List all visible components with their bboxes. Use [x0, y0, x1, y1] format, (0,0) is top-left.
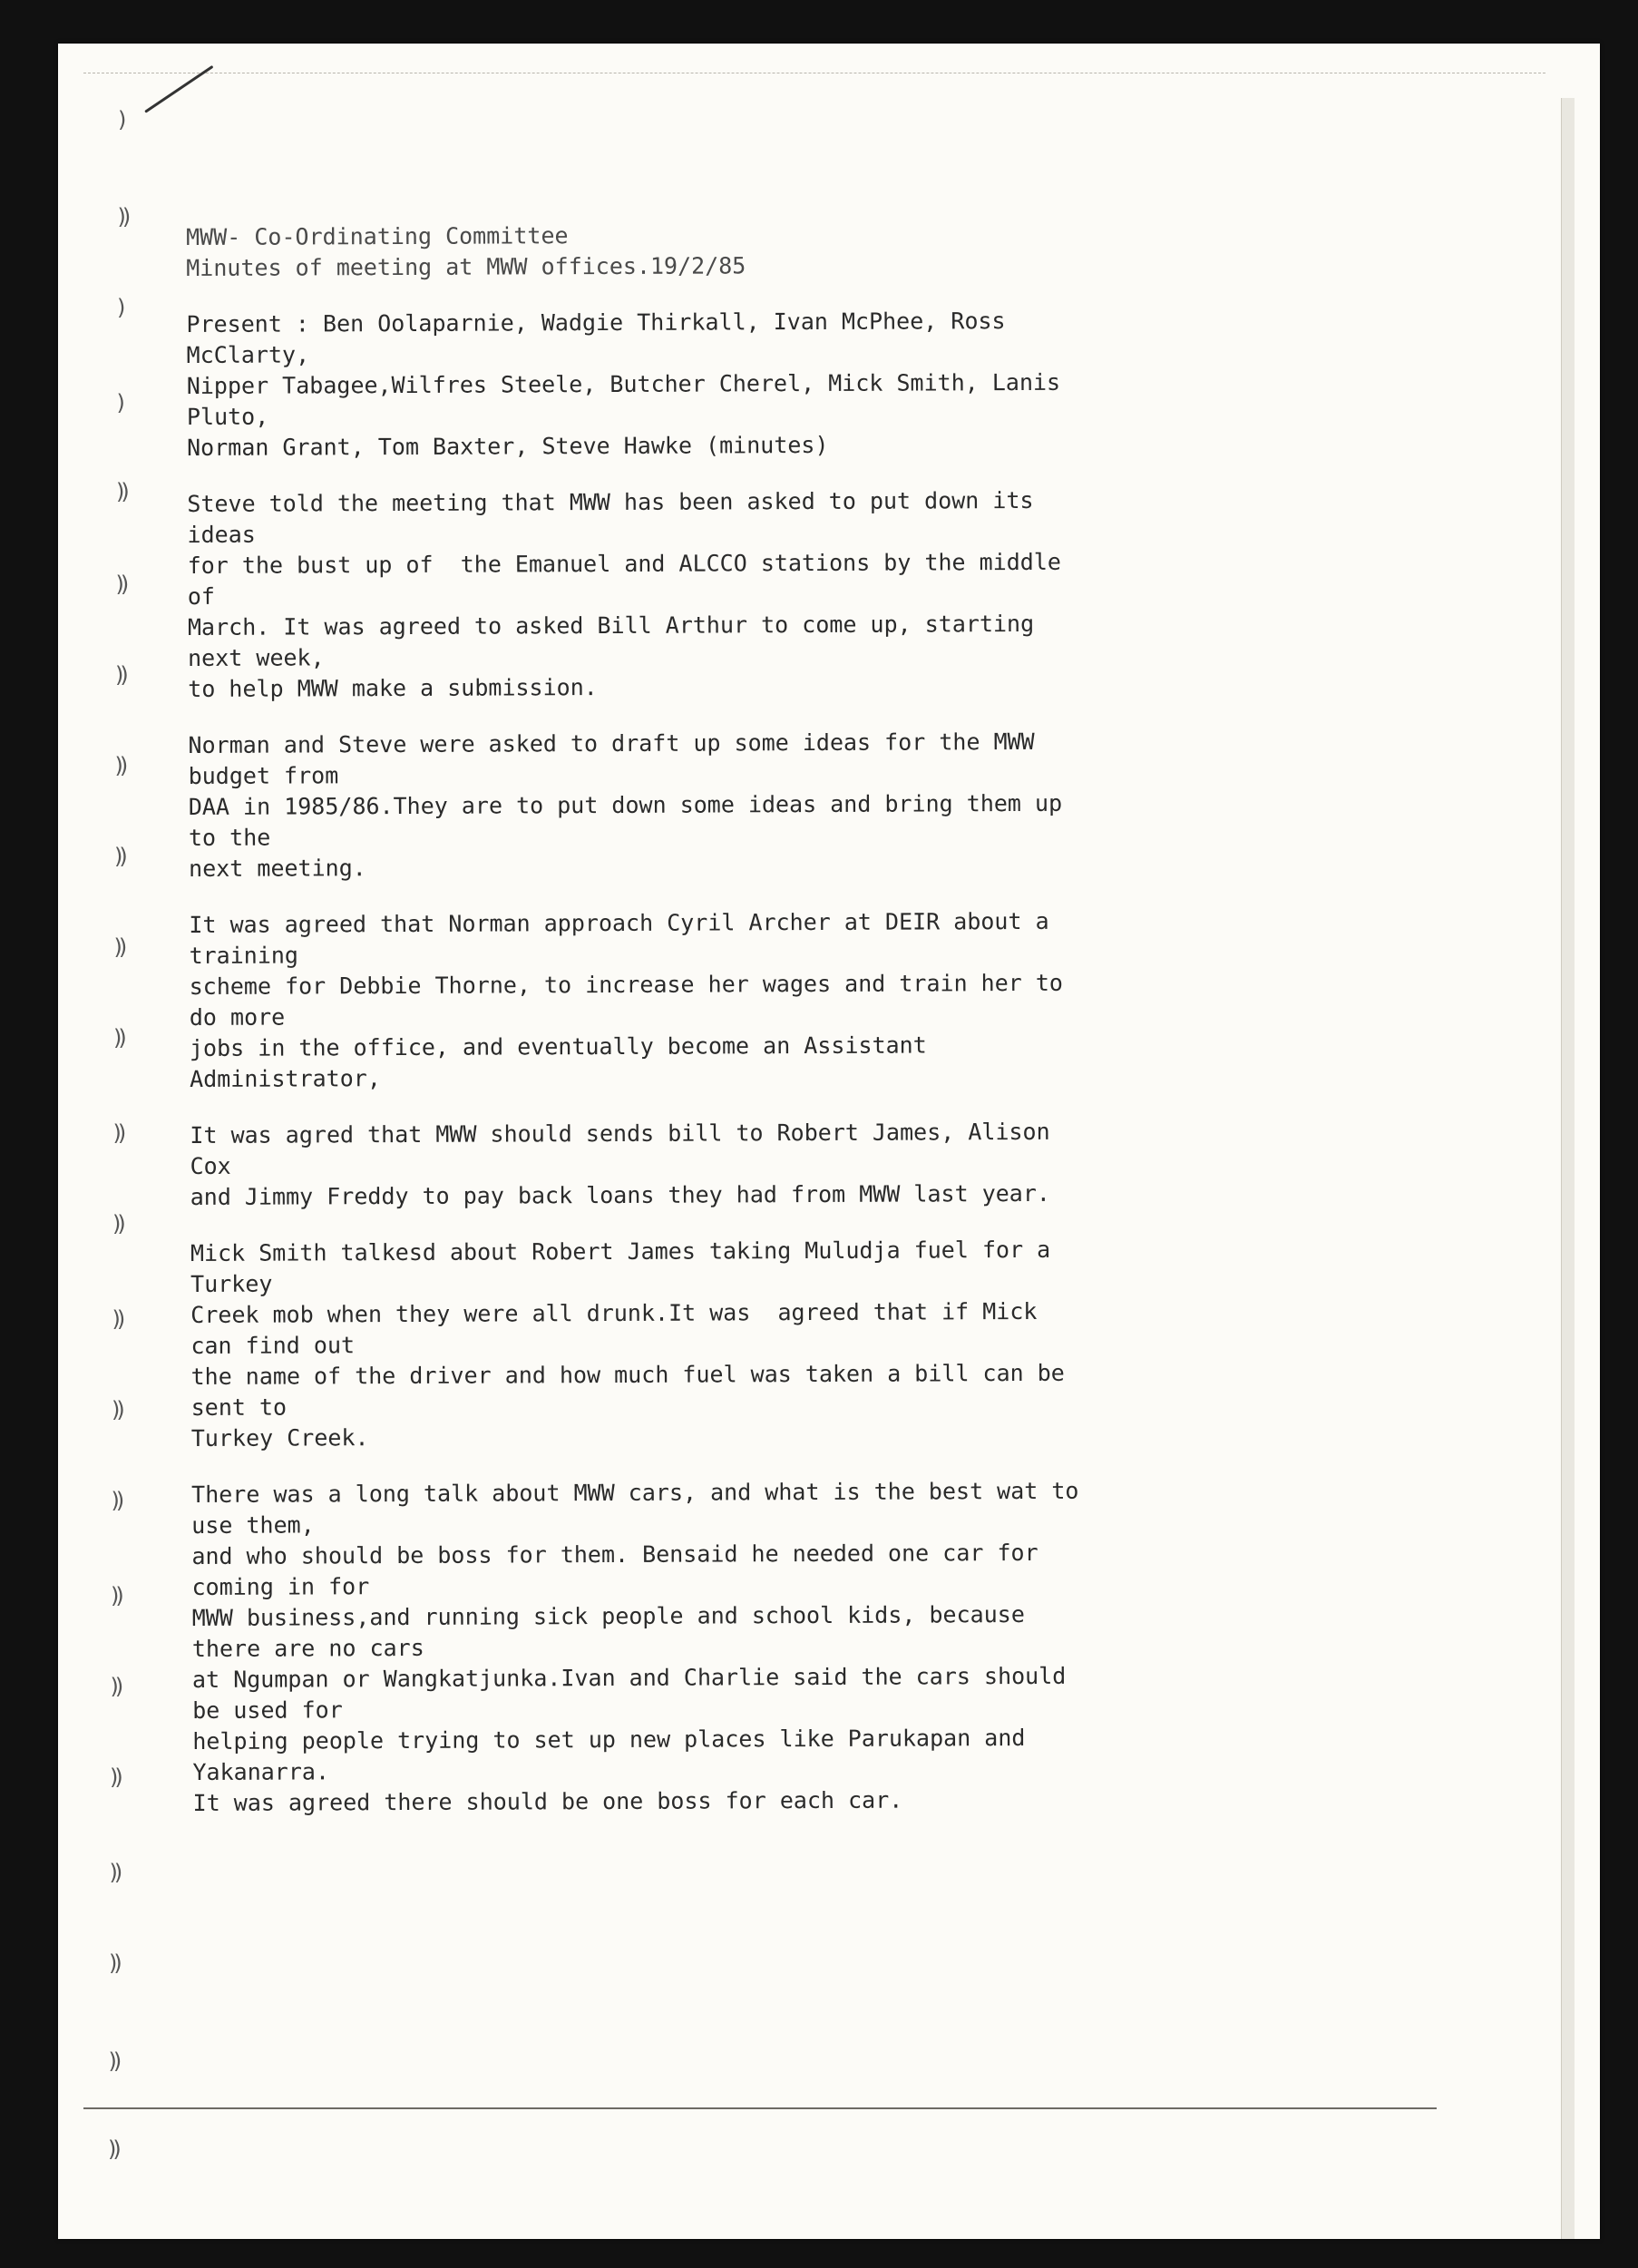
margin-punch-mark: ))	[110, 1674, 121, 1699]
margin-punch-mark: ))	[112, 1211, 122, 1237]
margin-punch-mark: )	[116, 390, 122, 415]
document-title: MWW- Co-Ordinating Committee	[186, 222, 569, 250]
margin-punch-mark: ))	[108, 2048, 119, 2074]
margin-punch-mark: ))	[108, 2136, 118, 2162]
margin-punch-mark: ))	[113, 1025, 123, 1051]
bottom-rule	[83, 2107, 1437, 2109]
margin-punch-mark: ))	[112, 1120, 123, 1146]
margin-punch-mark: ))	[111, 1488, 122, 1513]
margin-punch-mark: ))	[117, 204, 128, 230]
margin-punch-mark: ))	[109, 1950, 119, 1976]
minutes-paragraph: Steve told the meeting that MWW has been asked to put down its ideas for the bust up of the Emanuel and ALCCO stations by the middle of March. It was agreed to asked Bill Arthur to come up, starting next week, to help MWW make a submission.	[187, 486, 1061, 702]
margin-punch-mark: )	[118, 107, 123, 132]
paper-edge	[1561, 98, 1575, 2239]
margin-punch-mark: ))	[116, 479, 126, 504]
margin-punch-mark: ))	[115, 572, 126, 597]
document-subtitle: Minutes of meeting at MWW offices.19/2/85	[186, 252, 746, 281]
margin-punch-mark: ))	[112, 1306, 122, 1332]
minutes-paragraph: It was agreed that Norman approach Cyril Archer at DEIR about a training scheme for Debbie Thorne, to increase her wages and train her to do more jobs in the office, and eventually become an Assistant Administrator,	[189, 907, 1064, 1092]
margin-punch-mark: ))	[114, 844, 124, 869]
minutes-paragraph: It was agred that MWW should sends bill to Robert James, Alison Cox and Jimmy Freddy to pay back loans they had from MWW last year.	[190, 1118, 1050, 1210]
attendees-paragraph: Present : Ben Oolaparnie, Wadgie Thirkall, Ivan McPhee, Ross McClarty, Nipper Tabagee,Wilfres Steele, Butcher Cherel, Mick Smith, Lanis Pluto, Norman Grant, Tom Baxter, Steve Hawke (minutes)	[186, 308, 1061, 461]
minutes-paragraph: There was a long talk about MWW cars, and what is the best wat to use them, and who should be boss for them. Bensaid he needed one car for coming in for MWW business,and running sick people and school kids, because there are no cars at Ngumpan or Wangkatjunka.Ivan and Charlie said the cars should be used for helping people trying to set up new places like Parukapan and Yakanarra. It was agreed there should be one boss for each car.	[191, 1477, 1079, 1816]
minutes-document	[186, 218, 1282, 1844]
margin-punch-mark: ))	[112, 1397, 122, 1422]
margin-punch-mark: ))	[109, 1860, 120, 1885]
margin-punch-mark: ))	[115, 662, 125, 688]
margin-punch-mark: ))	[110, 1765, 120, 1790]
margin-punch-mark: ))	[113, 934, 124, 960]
minutes-paragraph: Mick Smith talkesd about Robert James taking Muludja fuel for a Turkey Creek mob when they were all drunk.It was agreed that if Mick can find out the name of the driver and how much fuel was taken a bill can be sent to Turkey Creek.	[190, 1236, 1065, 1452]
margin-punch-mark: ))	[111, 1583, 121, 1608]
margin-punch-mark: ))	[114, 753, 125, 778]
margin-punch-mark: )	[117, 295, 122, 320]
minutes-paragraph: Norman and Steve were asked to draft up some ideas for the MWW budget from DAA in 1985/86.They are to put down some ideas and bring them up to the next meeting.	[188, 728, 1063, 882]
